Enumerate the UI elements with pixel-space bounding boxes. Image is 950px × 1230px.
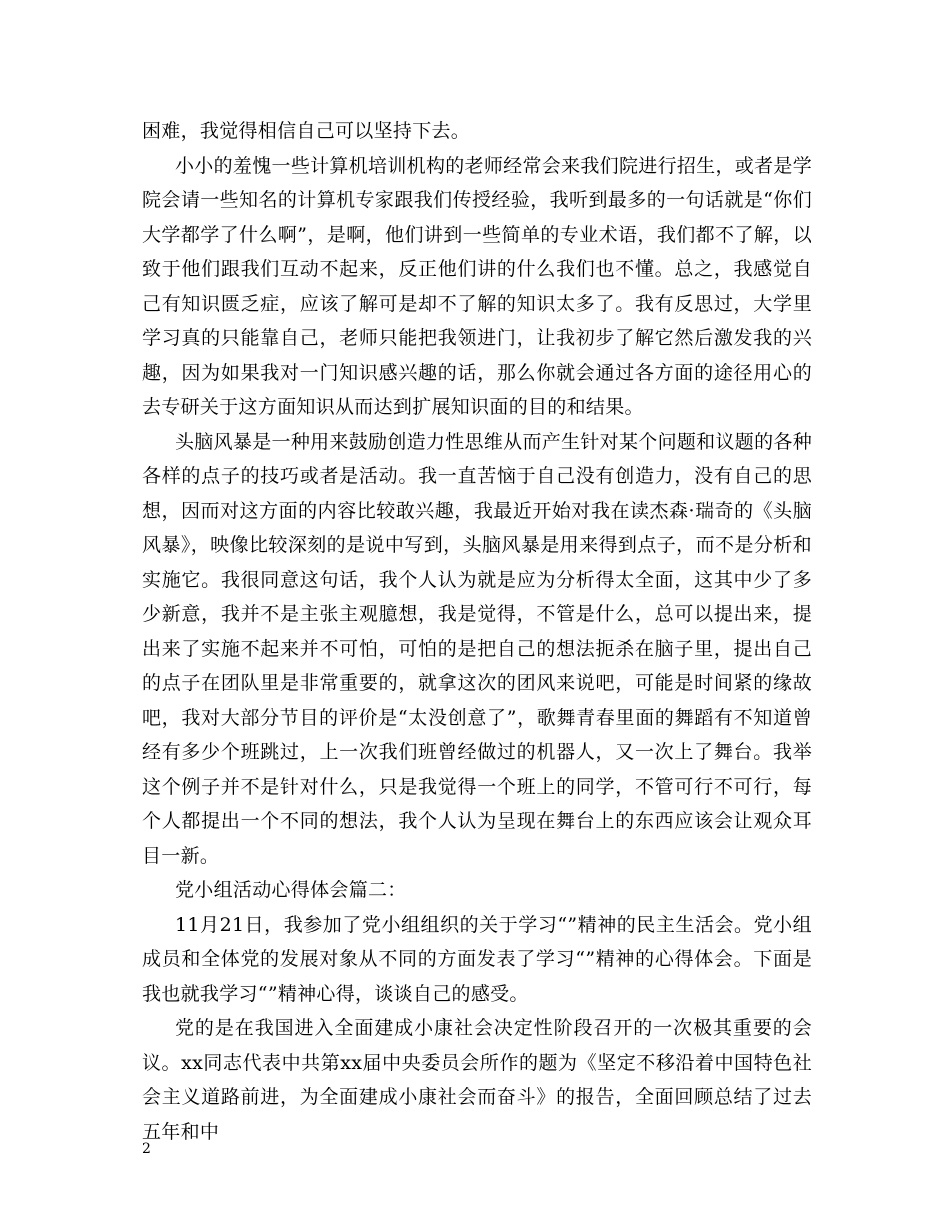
paragraph-computer-training: 小小的羞愧一些计算机培训机构的老师经常会来我们院进行招生，或者是学院会请一些知名的计算机专家跟我们传授经验，我听到最多的一句话就是“你们大学都学了什么啊”，是啊，他们讲到一些简单的专业术语，我们都不了解，以致于他们跟我们互动不起来，反正他们讲的什么我们也不懂。总之，我感觉自己有知识匮乏症，应该了解可是却不了解的知识太多了。我有反思过，大学里学习真的只能靠自己，老师只能把我领进门，让我初步了解它然后激发我的兴趣，因为如果我对一门知识感兴趣的话，那么你就会通过各方面的途径用心的去专研关于这方面知识从而达到扩展知识面的目的和结果。 [142, 154, 812, 418]
document-body [142, 114, 812, 1149]
paragraph-brainstorming: 头脑风暴是一种用来鼓励创造力性思维从而产生针对某个问题和议题的各种各样的点子的技巧或者是活动。我一直苦恼于自己没有创造力，没有自己的思想，因而对这方面的内容比较敢兴趣，我最近开始对我在读杰森·瑞奇的《头脑风暴》，映像比较深刻的是说中写到，头脑风暴是用来得到点子，而不是分析和实施它。我很同意这句话，我个人认为就是应为分析得太全面，这其中少了多少新意，我并不是主张主观臆想，我是觉得，不管是什么，总可以提出来，提出来了实施不起来并不可怕，可怕的是把自己的想法扼杀在脑子里，提出自己的点子在团队里是非常重要的，就拿这次的团风来说吧，可能是时间紧的缘故吧，我对大部分节目的评价是“太没创意了”，歌舞青春里面的舞蹈有不知道曾经有多少个班跳过，上一次我们班曾经做过的机器人，又一次上了舞台。我举这个例子并不是针对什么，只是我觉得一个班上的同学，不管可行不可行，每个人都提出一个不同的想法，我个人认为呈现在舞台上的东西应该会让观众耳目一新。 [142, 430, 812, 867]
paragraph-continuation: 困难，我觉得相信自己可以坚持下去。 [142, 120, 471, 142]
paragraph-party-report: 党的是在我国进入全面建成小康社会决定性阶段召开的一次极其重要的会议。xx同志代表中共第xx届中央委员会所作的题为《坚定不移沿着中国特色社会主义道路前进，为全面建成小康社会而奋斗》的报告，全面回顾总结了过去五年和中 [142, 1017, 812, 1143]
paragraph-party-meeting: 11月21日，我参加了党小组组织的关于学习“”精神的民主生活会。党小组成员和全体党的发展对象从不同的方面发表了学习“”精神的心得体会。下面是我也就我学习“”精神心得，谈谈自己的感受。 [142, 913, 812, 1005]
page-number: 2 [142, 1141, 151, 1157]
section-heading-part-two: 党小组活动心得体会篇二： [175, 879, 407, 901]
